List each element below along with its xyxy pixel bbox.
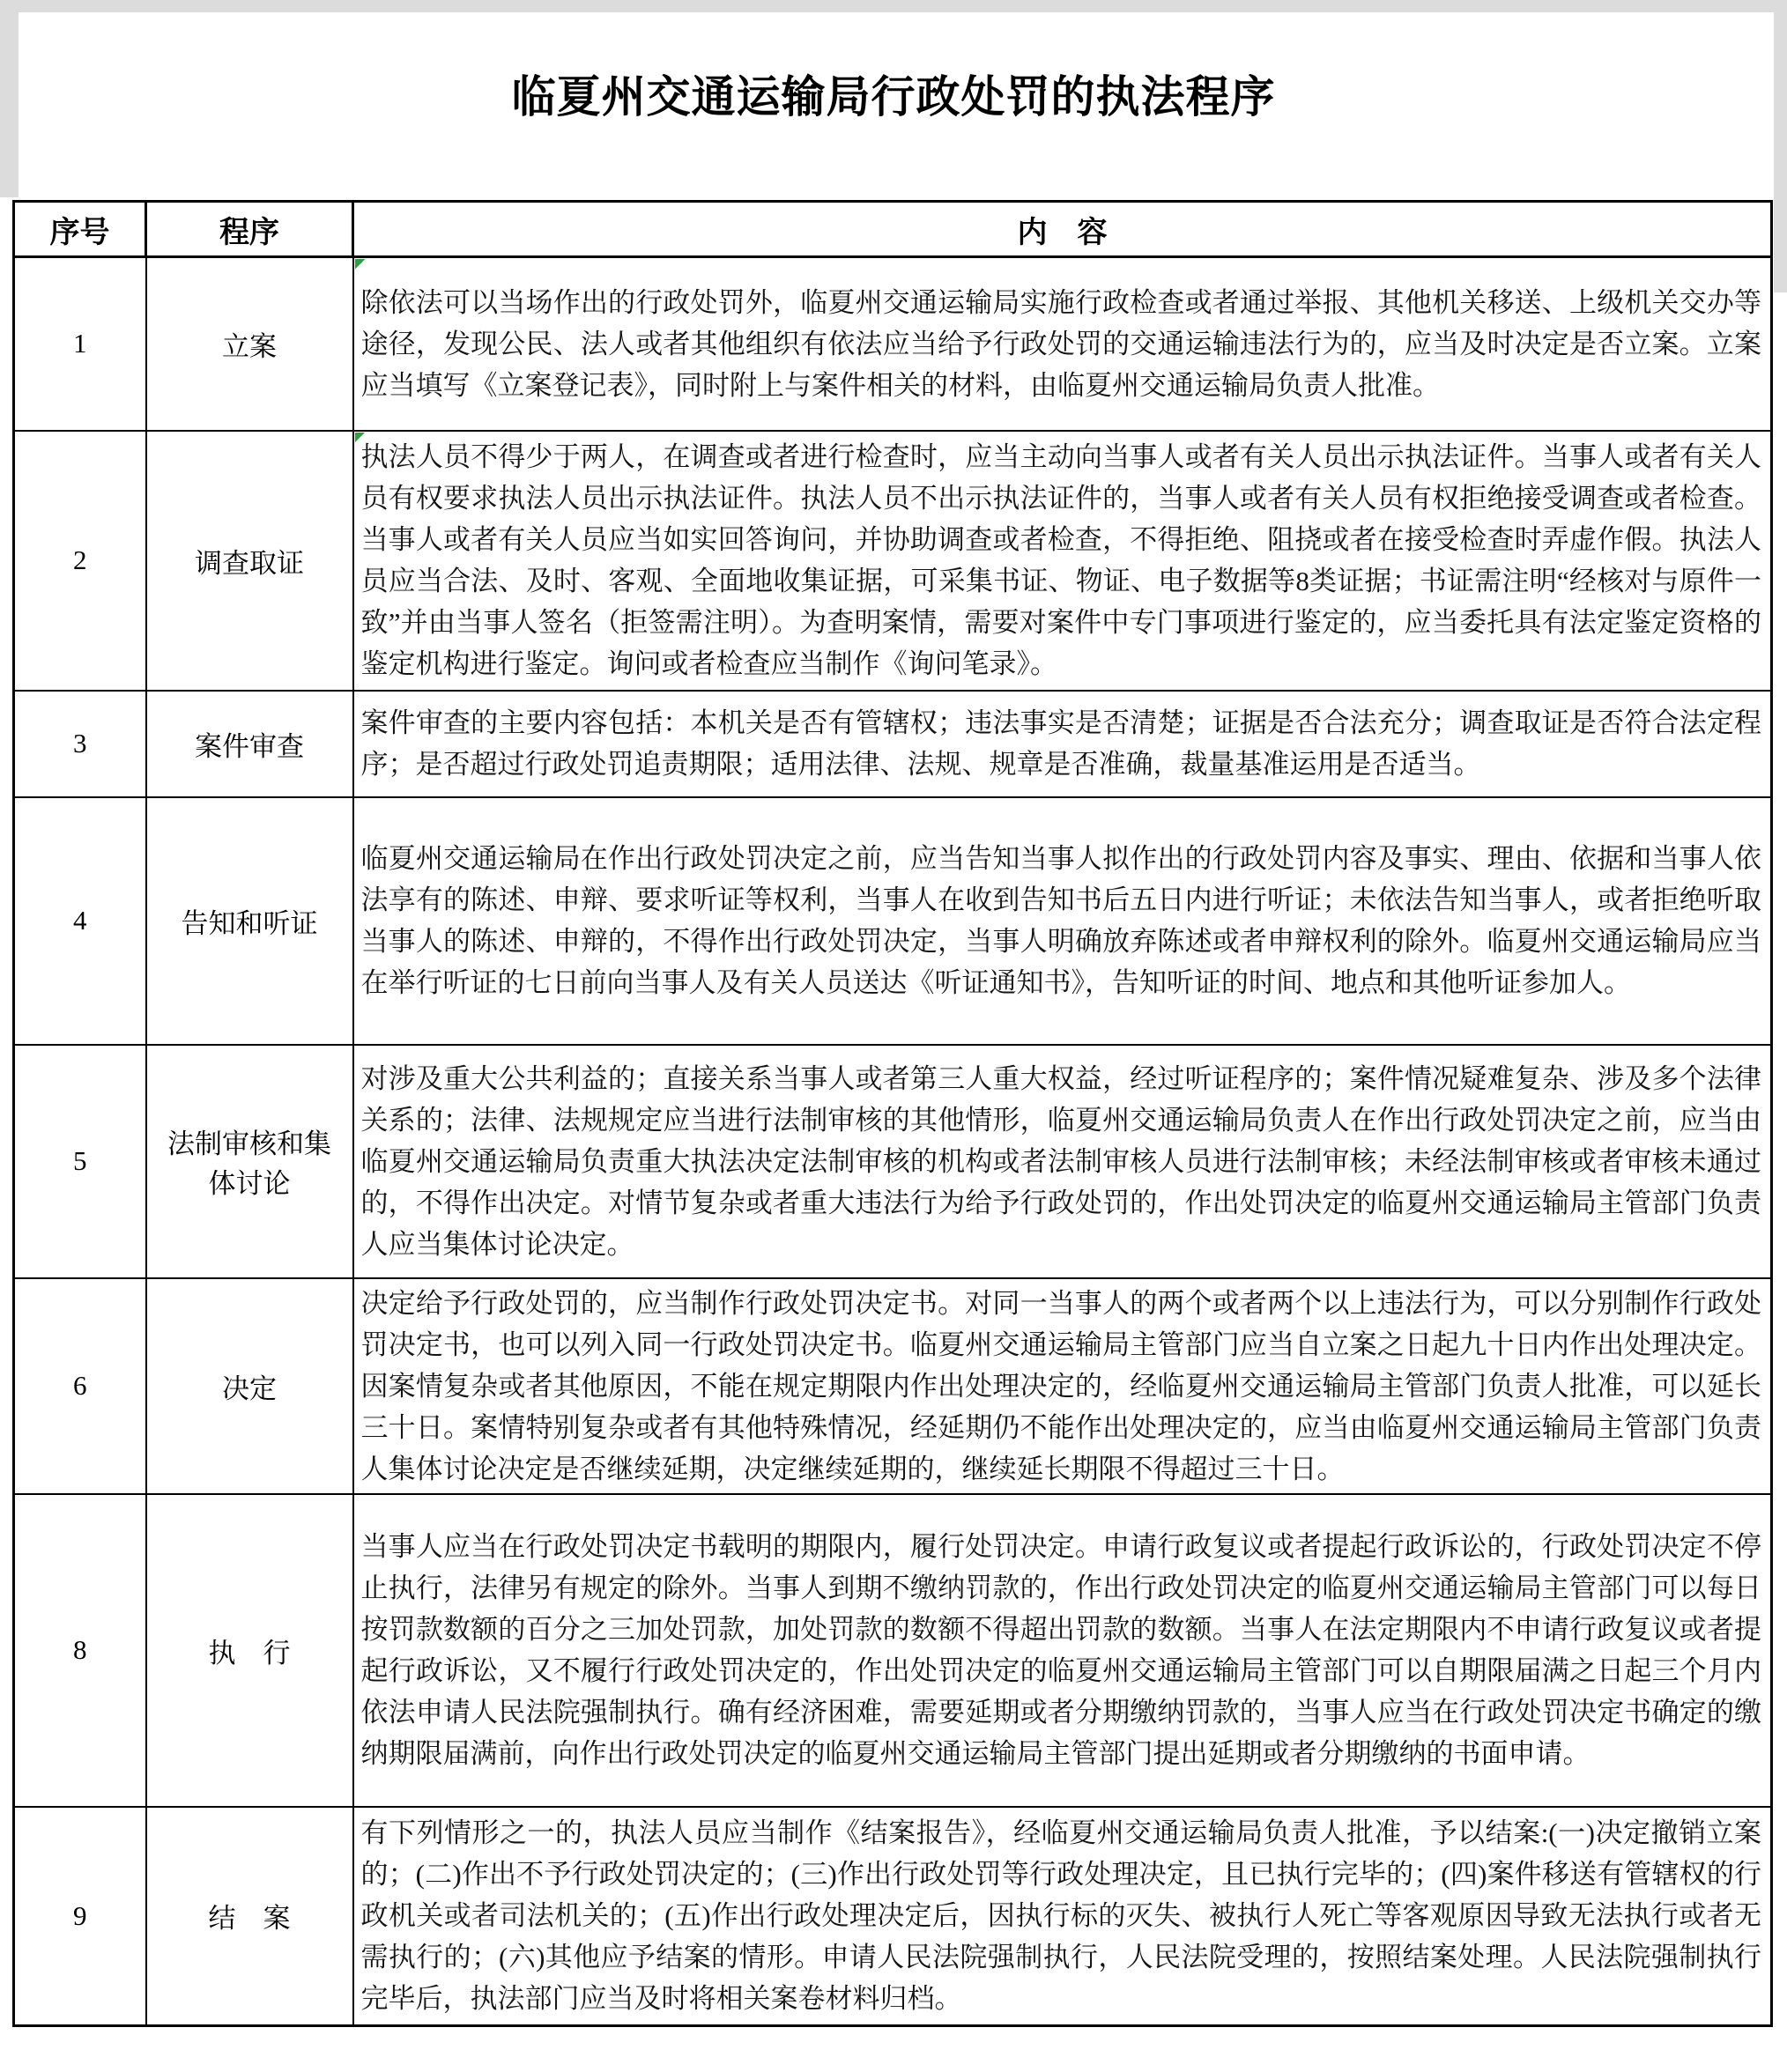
row-content-cell [353, 1494, 1772, 1807]
page-title: 临夏州交通运输局行政处罚的执法程序 [511, 72, 1276, 122]
table-row-jueding [14, 1278, 1772, 1494]
table-row-jiean [14, 1807, 1772, 2026]
page-margin-top [0, 0, 1787, 12]
row-content-cell [353, 691, 1772, 797]
table-row-shencha [14, 691, 1772, 797]
row-index-cell: 8 [14, 1494, 146, 1807]
row-content-cell [353, 1045, 1772, 1278]
row-content-text: 案件审查的主要内容包括：本机关是否有管辖权；违法事实是否清楚；证据是否合法充分；调查取证是否符合法定程序；是否超过行政处罚追责期限；适用法律、法规、规章是否准确，裁量基准运用是否适当。 [360, 707, 1761, 780]
row-content-text: 执法人员不得少于两人，在调查或者进行检查时，应当主动向当事人或者有关人员出示执法证件。当事人或者有关人员有权要求执法人员出示执法证件。执法人员不出示执法证件的，当事人或者有关人员有权拒绝接受调查或者检查。当事人或者有关人员应当如实回答询问，并协助调查或者检查，不得拒绝、阻挠或者在接受检查时弄虚作假。执法人员应当合法、及时、客观、全面地收集证据，可采集书证、物证、电子数据等8类证据；书证需注明“经核对与原件一致”并由当事人签名（拒签需注明）。为查明案情，需要对案件中专门事项进行鉴定的，应当委托具有法定鉴定资格的鉴定机构进行鉴定。询问或者检查应当制作《询问笔录》。 [360, 441, 1761, 679]
row-content-text: 有下列情形之一的，执法人员应当制作《结案报告》，经临夏州交通运输局负责人批准，予以结案:(一)决定撤销立案的；(二)作出不予行政处罚决定的；(三)作出行政处罚等行政处理决定，且已执行完毕的；(四)案件移送有管辖权的行政机关或者司法机关的；(五)作出行政处理决定后，因执行标的灭失、被执行人死亡等客观原因导致无法执行或者无需执行的；(六)其他应予结案的情形。申请人民法院强制执行，人民法院受理的，按照结案处理。人民法院强制执行完毕后，执法部门应当及时将相关案卷材料归档。 [360, 1817, 1761, 2015]
table-row-gaozhi [14, 797, 1772, 1045]
row-procedure-cell: 结 案 [146, 1807, 353, 2026]
row-index-cell: 6 [14, 1278, 146, 1494]
row-content-cell [353, 797, 1772, 1045]
cell-corner-flag-icon [355, 259, 366, 270]
sheet-content [0, 12, 1787, 2027]
column-header-content: 内 容 [353, 202, 1772, 257]
row-procedure-cell: 立案 [146, 257, 353, 431]
row-content-cell [353, 431, 1772, 691]
row-content-cell [353, 1278, 1772, 1494]
row-content-cell [353, 1807, 1772, 2026]
procedure-table [12, 200, 1773, 2027]
row-procedure-cell: 调查取证 [146, 431, 353, 691]
row-procedure-cell: 告知和听证 [146, 797, 353, 1045]
row-procedure-cell: 法制审核和集体讨论 [146, 1045, 353, 1278]
column-header-procedure: 程序 [146, 202, 353, 257]
row-index-cell: 3 [14, 691, 146, 797]
row-procedure-cell: 案件审查 [146, 691, 353, 797]
row-content-text: 除依法可以当场作出的行政处罚外，临夏州交通运输局实施行政检查或者通过举报、其他机关移送、上级机关交办等途径，发现公民、法人或者其他组织有依法应当给予行政处罚的交通运输违法行为的，应当及时决定是否立案。立案应当填写《立案登记表》，同时附上与案件相关的材料，由临夏州交通运输局负责人批准。 [360, 286, 1761, 401]
column-header-index: 序号 [14, 202, 146, 257]
row-content-text: 决定给予行政处罚的，应当制作行政处罚决定书。对同一当事人的两个或者两个以上违法行为，可以分别制作行政处罚决定书，也可以列入同一行政处罚决定书。临夏州交通运输局主管部门应当自立案之日起九十日内作出处理决定。因案情复杂或者其他原因，不能在规定期限内作出处理决定的，经临夏州交通运输局主管部门负责人批准，可以延长三十日。案情特别复杂或者有其他特殊情况，经延期仍不能作出处理决定的，应当由临夏州交通运输局主管部门负责人集体讨论决定是否继续延期，决定继续延期的，继续延长期限不得超过三十日。 [360, 1287, 1761, 1484]
row-procedure-cell: 决定 [146, 1278, 353, 1494]
row-index-cell: 4 [14, 797, 146, 1045]
row-content-text: 当事人应当在行政处罚决定书载明的期限内，履行处罚决定。申请行政复议或者提起行政诉讼的，行政处罚决定不停止执行，法律另有规定的除外。当事人到期不缴纳罚款的，作出行政处罚决定的临夏州交通运输局主管部门可以每日按罚款数额的百分之三加处罚款，加处罚款的数额不得超出罚款的数额。当事人在法定期限内不申请行政复议或者提起行政诉讼，又不履行行政处罚决定的，作出处罚决定的临夏州交通运输局主管部门可以自期限届满之日起三个月内依法申请人民法院强制执行。确有经济困难，需要延期或者分期缴纳罚款的，当事人应当在行政处罚决定书确定的缴纳期限届满前，向作出行政处罚决定的临夏州交通运输局主管部门提出延期或者分期缴纳的书面申请。 [360, 1531, 1761, 1769]
row-index-cell: 9 [14, 1807, 146, 2026]
table-row-diaocha [14, 431, 1772, 691]
row-index-cell: 2 [14, 431, 146, 691]
table-row-zhixing [14, 1494, 1772, 1807]
row-content-cell [353, 257, 1772, 431]
table-header-row [14, 202, 1772, 257]
row-index-cell: 1 [14, 257, 146, 431]
row-content-text: 临夏州交通运输局在作出行政处罚决定之前，应当告知当事人拟作出的行政处罚内容及事实、理由、依据和当事人依法享有的陈述、申辩、要求听证等权利，当事人在收到告知书后五日内进行听证；未依法告知当事人，或者拒绝听取当事人的陈述、申辩的，不得作出行政处罚决定，当事人明确放弃陈述或者申辩权利的除外。临夏州交通运输局应当在举行听证的七日前向当事人及有关人员送达《听证通知书》，告知听证的时间、地点和其他听证参加人。 [360, 843, 1761, 998]
row-content-text: 对涉及重大公共利益的；直接关系当事人或者第三人重大权益，经过听证程序的；案件情况疑难复杂、涉及多个法律关系的；法律、法规规定应当进行法制审核的其他情形，临夏州交通运输局负责人在作出行政处罚决定之前，应当由临夏州交通运输局负责重大执法决定法制审核的机构或者法制审核人员进行法制审核；未经法制审核或者审核未通过的，不得作出决定。对情节复杂或者重大违法行为给予行政处罚的，作出处罚决定的临夏州交通运输局主管部门负责人应当集体讨论决定。 [360, 1062, 1761, 1260]
row-procedure-cell: 执 行 [146, 1494, 353, 1807]
table-row-lian [14, 257, 1772, 431]
row-index-cell: 5 [14, 1045, 146, 1278]
table-row-fazhi [14, 1045, 1772, 1278]
